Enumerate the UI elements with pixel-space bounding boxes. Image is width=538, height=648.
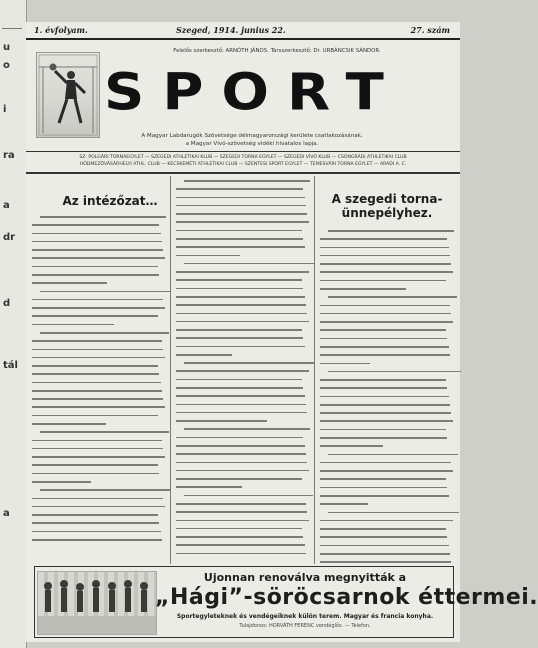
text-line xyxy=(32,398,163,400)
text-line xyxy=(176,271,309,273)
text-line xyxy=(176,221,309,223)
text-line xyxy=(176,520,309,522)
text-line xyxy=(32,266,158,268)
text-line xyxy=(32,522,159,524)
edge-text: a xyxy=(3,200,10,211)
text-line xyxy=(320,536,447,538)
text-line xyxy=(320,470,453,472)
text-line xyxy=(176,370,309,372)
text-line xyxy=(176,238,303,240)
date-line: Szeged, 1914. junius 22. xyxy=(176,25,286,35)
text-line xyxy=(320,346,449,348)
text-line xyxy=(320,288,406,290)
text-line xyxy=(176,313,307,315)
newspaper-page xyxy=(26,22,538,642)
text-line xyxy=(32,349,163,351)
text-line xyxy=(176,544,305,546)
restaurant-advertisement xyxy=(34,566,538,638)
text-line xyxy=(176,279,302,281)
text-line xyxy=(176,437,303,439)
article-title-left: Az intézőzat… xyxy=(62,194,158,208)
club-list-line: SZ. POLGÁRI TORNAEGYLET — SZEGEDI ATHLETIKAI KLUB — SZEGEDI TORNA EGYLET — SZEGEDI VÍVÓ KLUB — CSONGRÁDI ATHLETIKAI CLUB xyxy=(79,155,407,160)
text-line xyxy=(320,545,449,547)
text-line xyxy=(32,373,159,375)
text-line xyxy=(320,280,446,282)
adjacent-page-edge xyxy=(0,0,27,648)
text-line xyxy=(176,321,309,323)
text-line xyxy=(32,481,91,483)
edge-text: tál xyxy=(3,360,18,371)
article-text-left xyxy=(32,216,166,541)
edge-text: d xyxy=(3,298,11,309)
ad-headline: Ujonnan renoválva megnyitták a xyxy=(203,571,407,584)
club-list-band xyxy=(30,154,456,168)
text-line xyxy=(32,233,161,235)
text-line xyxy=(328,296,457,298)
section-rule xyxy=(26,172,460,174)
text-line xyxy=(176,213,307,215)
text-line xyxy=(320,487,447,489)
masthead-title: SPORT xyxy=(104,63,402,122)
text-line xyxy=(320,255,450,257)
column-divider xyxy=(170,176,171,564)
text-line xyxy=(176,404,306,406)
text-line xyxy=(320,503,368,505)
column-left xyxy=(32,180,166,564)
text-line xyxy=(176,296,305,298)
text-line xyxy=(320,238,447,240)
text-line xyxy=(320,263,451,265)
text-line xyxy=(176,246,305,248)
goalkeeper-figure-icon xyxy=(37,53,99,137)
text-line xyxy=(40,489,170,491)
text-line xyxy=(320,379,446,381)
article-text-middle xyxy=(176,180,310,554)
edge-text: dr xyxy=(3,232,16,243)
text-line xyxy=(176,188,303,190)
text-line xyxy=(176,395,305,397)
text-line xyxy=(184,263,315,265)
text-line xyxy=(320,495,449,497)
text-line xyxy=(320,396,449,398)
text-line xyxy=(32,390,162,392)
article-title-right: A szegedi torna- xyxy=(331,192,443,206)
edge-text: a xyxy=(3,508,10,519)
text-line xyxy=(32,406,165,408)
text-line xyxy=(176,205,306,207)
text-line xyxy=(184,495,313,497)
text-line xyxy=(32,415,158,417)
text-line xyxy=(320,429,446,431)
subtitle-line: A Magyar Labdarugók Szövetsége délmagyarországi kerülete csatlakozásának, xyxy=(141,133,363,139)
text-line xyxy=(32,299,163,301)
issue-header-bar xyxy=(26,22,460,40)
text-line xyxy=(32,448,163,450)
text-line xyxy=(320,321,453,323)
text-line xyxy=(32,274,159,276)
text-line xyxy=(32,307,165,309)
text-line xyxy=(320,553,450,555)
text-line xyxy=(176,511,307,513)
text-line xyxy=(176,230,302,232)
edge-text: ra xyxy=(3,150,15,161)
text-line xyxy=(32,506,165,508)
text-line xyxy=(32,539,162,541)
text-line xyxy=(320,528,446,530)
ad-illustration xyxy=(37,571,157,635)
text-line xyxy=(320,271,453,273)
text-line xyxy=(320,313,451,315)
text-line xyxy=(40,216,166,218)
column-divider xyxy=(314,176,315,564)
text-line xyxy=(176,462,307,464)
text-line xyxy=(32,340,162,342)
club-list-line: HÓDMEZŐVÁSÁRHELYI ATHL. CLUB — KECSKEMÉTI ATHLETIKAI CLUB — SZENTESI SPORT EGYLET — TEMESVÁRI TORNA EGYLET — ARADI A. C. xyxy=(79,162,407,167)
text-line xyxy=(32,514,158,516)
text-line xyxy=(176,486,242,488)
masthead-subtitle xyxy=(54,132,450,148)
text-line xyxy=(32,249,163,251)
text-line xyxy=(176,387,303,389)
text-line xyxy=(320,420,453,422)
edge-text: i xyxy=(3,104,7,115)
text-line xyxy=(328,230,454,232)
text-line xyxy=(328,454,458,456)
text-line xyxy=(320,520,453,522)
text-line xyxy=(176,470,309,472)
goalkeeper-photo xyxy=(36,52,100,138)
text-line xyxy=(176,528,302,530)
text-line xyxy=(176,420,267,422)
text-line xyxy=(176,354,232,356)
text-line xyxy=(320,363,370,365)
text-line xyxy=(32,456,165,458)
text-line xyxy=(176,337,303,339)
text-line xyxy=(176,255,240,257)
text-line xyxy=(32,241,162,243)
text-line xyxy=(32,282,107,284)
text-line xyxy=(184,428,310,430)
text-line xyxy=(176,288,303,290)
text-line xyxy=(184,180,310,182)
text-line xyxy=(32,382,161,384)
text-line xyxy=(176,536,303,538)
text-line xyxy=(320,305,450,307)
text-line xyxy=(320,247,449,249)
text-line xyxy=(320,404,450,406)
text-line xyxy=(176,379,302,381)
volume-label: 1. évfolyam. xyxy=(34,25,88,35)
text-line xyxy=(176,304,306,306)
text-line xyxy=(32,464,158,466)
text-line xyxy=(32,365,158,367)
text-line xyxy=(32,324,114,326)
text-line xyxy=(32,224,159,226)
text-line xyxy=(320,561,451,563)
subtitle-line: a Magyar Vívó-szövetség vidéki hivatalos lapja. xyxy=(185,141,319,147)
text-line xyxy=(320,354,450,356)
text-line xyxy=(40,291,170,293)
text-line xyxy=(320,445,383,447)
text-line xyxy=(176,346,305,348)
text-line xyxy=(176,553,306,555)
text-line xyxy=(176,453,306,455)
text-line xyxy=(32,473,159,475)
text-line xyxy=(176,197,305,199)
ad-restaurant-name: „Hági”-söröcsarnok éttermei. xyxy=(155,585,538,610)
text-line xyxy=(320,412,451,414)
ad-subline: Sportegyleteknek és vendégeiknek külön terem. Magyar és francia konyha. xyxy=(176,613,434,620)
text-line xyxy=(32,498,163,500)
column-middle xyxy=(176,180,310,564)
sport-title-box xyxy=(104,63,446,124)
text-line xyxy=(176,503,306,505)
text-line xyxy=(320,437,447,439)
text-line xyxy=(32,531,161,533)
text-line xyxy=(32,423,106,425)
text-line xyxy=(32,257,165,259)
article-text-right xyxy=(320,230,454,563)
text-line xyxy=(32,315,158,317)
masthead xyxy=(26,40,460,122)
edge-text: u xyxy=(3,42,11,53)
editors-line: Felelős szerkesztő: ARNÓTH JÁNOS. Társszerkesztő: Dr. URBÁNCSIK SÁNDOR. xyxy=(173,48,381,54)
text-line xyxy=(320,329,446,331)
column-right xyxy=(320,180,454,564)
dancing-figures-icon xyxy=(38,572,156,634)
text-line xyxy=(320,462,451,464)
edge-rule xyxy=(2,28,22,29)
text-line xyxy=(184,362,315,364)
article-subtitle-right: ünnepélyhez. xyxy=(341,206,433,220)
text-line xyxy=(320,387,447,389)
text-line xyxy=(40,431,169,433)
issue-number: 27. szám xyxy=(410,25,450,35)
text-line xyxy=(32,357,165,359)
text-line xyxy=(176,478,302,480)
ad-footer: Tulajdonos: HORVÁTH FERENC vendéglős. — Telefon. xyxy=(239,623,371,629)
text-line xyxy=(328,512,459,514)
text-line xyxy=(176,412,307,414)
text-line xyxy=(176,445,305,447)
text-line xyxy=(176,329,302,331)
text-line xyxy=(320,338,447,340)
edge-text: o xyxy=(3,60,10,71)
text-line xyxy=(40,332,169,334)
masthead-rule xyxy=(26,151,460,152)
text-line xyxy=(328,371,461,373)
text-line xyxy=(320,478,446,480)
text-line xyxy=(32,440,162,442)
